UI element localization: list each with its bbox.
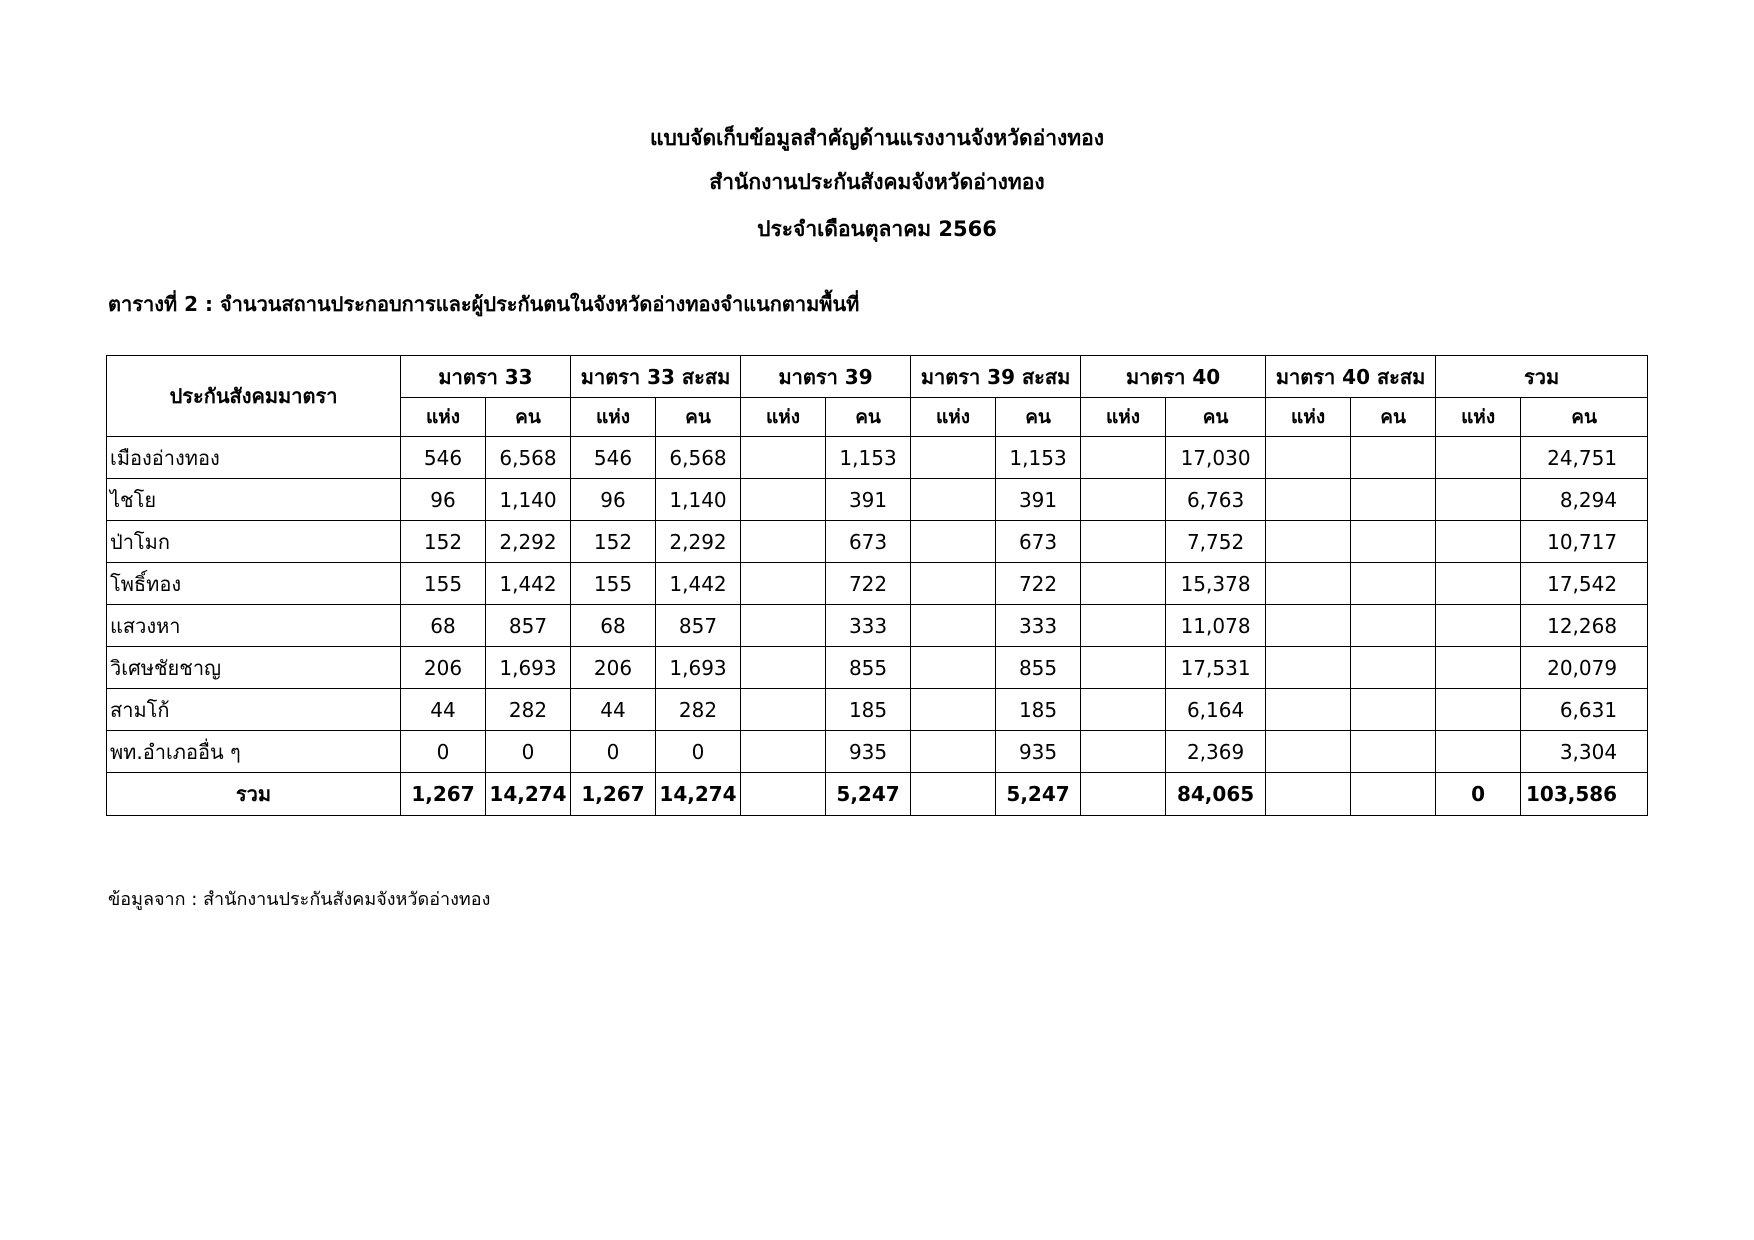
sub-header-people: คน xyxy=(1166,398,1266,437)
table-cell: 855 xyxy=(826,647,911,689)
table-cell xyxy=(741,479,826,521)
report-period: ประจำเดือนตุลาคม 2566 xyxy=(757,217,997,241)
table-cell: 155 xyxy=(401,563,486,605)
table-cell xyxy=(911,773,996,816)
sub-header-people: คน xyxy=(826,398,911,437)
source-note: ข้อมูลจาก : สำนักงานประกันสังคมจังหวัดอ่างทอง xyxy=(108,889,491,910)
table-cell: 6,631 xyxy=(1521,689,1648,731)
table-cell: 10,717 xyxy=(1521,521,1648,563)
table-row xyxy=(107,437,1648,479)
table-cell: 1,267 xyxy=(571,773,656,816)
table-cell xyxy=(1351,773,1436,816)
table-cell xyxy=(1081,437,1166,479)
table-cell xyxy=(1081,647,1166,689)
table-cell: 44 xyxy=(401,689,486,731)
table-cell: 96 xyxy=(571,479,656,521)
table-cell: 6,568 xyxy=(486,437,571,479)
table-cell xyxy=(1351,605,1436,647)
table-cell xyxy=(741,647,826,689)
table-cell: 206 xyxy=(401,647,486,689)
table-cell: 935 xyxy=(826,731,911,773)
table-cell xyxy=(911,605,996,647)
table-cell xyxy=(1081,479,1166,521)
table-cell: 1,140 xyxy=(486,479,571,521)
table-cell: 11,078 xyxy=(1166,605,1266,647)
district-name: โพธิ์ทอง xyxy=(107,563,401,605)
table-cell: 206 xyxy=(571,647,656,689)
sub-header-places: แห่ง xyxy=(911,398,996,437)
table-cell xyxy=(741,731,826,773)
group-header: มาตรา 39 สะสม xyxy=(911,356,1081,398)
table-cell: 673 xyxy=(996,521,1081,563)
table-cell xyxy=(1266,647,1351,689)
table-cell xyxy=(1351,647,1436,689)
table-cell: 17,542 xyxy=(1521,563,1648,605)
table-cell: 14,274 xyxy=(656,773,741,816)
table-cell xyxy=(1436,605,1521,647)
table-row xyxy=(107,731,1648,773)
group-header: รวม xyxy=(1436,356,1648,398)
header-row-groups xyxy=(107,356,1648,398)
table-cell: 1,267 xyxy=(401,773,486,816)
table-cell xyxy=(1436,647,1521,689)
table-cell: 1,442 xyxy=(486,563,571,605)
sub-header-places: แห่ง xyxy=(741,398,826,437)
data-table xyxy=(106,355,1648,816)
district-name: แสวงหา xyxy=(107,605,401,647)
table-cell: 1,442 xyxy=(656,563,741,605)
table-cell: 1,153 xyxy=(826,437,911,479)
table-cell: 722 xyxy=(826,563,911,605)
sub-header-people: คน xyxy=(1351,398,1436,437)
table-cell xyxy=(1436,479,1521,521)
group-header: มาตรา 33 xyxy=(401,356,571,398)
district-name: วิเศษชัยชาญ xyxy=(107,647,401,689)
sub-header-people: คน xyxy=(656,398,741,437)
table-cell: 391 xyxy=(826,479,911,521)
table-row xyxy=(107,647,1648,689)
table-cell: 1,693 xyxy=(656,647,741,689)
district-name: เมืองอ่างทอง xyxy=(107,437,401,479)
table-cell: 12,268 xyxy=(1521,605,1648,647)
table-row xyxy=(107,521,1648,563)
table-cell xyxy=(1266,731,1351,773)
table-cell: 333 xyxy=(826,605,911,647)
table-cell xyxy=(1266,521,1351,563)
table-cell xyxy=(911,731,996,773)
group-header: มาตรา 40 สะสม xyxy=(1266,356,1436,398)
table-cell xyxy=(741,437,826,479)
table-cell xyxy=(911,563,996,605)
table-caption: ตารางที่ 2 : จำนวนสถานประกอบการและผู้ประกันตนในจังหวัดอ่างทองจำแนกตามพื้นที่ xyxy=(108,292,860,316)
table-cell: 5,247 xyxy=(996,773,1081,816)
table-row xyxy=(107,479,1648,521)
table-cell: 5,247 xyxy=(826,773,911,816)
table-cell: 7,752 xyxy=(1166,521,1266,563)
table-cell: 722 xyxy=(996,563,1081,605)
table-cell xyxy=(741,773,826,816)
table-cell xyxy=(1436,563,1521,605)
table-total-row xyxy=(107,773,1648,816)
table-cell xyxy=(1351,521,1436,563)
table-cell xyxy=(1266,563,1351,605)
table-cell: 44 xyxy=(571,689,656,731)
table-cell: 68 xyxy=(571,605,656,647)
table-cell xyxy=(1081,605,1166,647)
table-cell: 855 xyxy=(996,647,1081,689)
table-cell: 282 xyxy=(486,689,571,731)
table-cell xyxy=(1081,563,1166,605)
sub-header-places: แห่ง xyxy=(401,398,486,437)
table-cell xyxy=(1436,689,1521,731)
table-cell: 1,693 xyxy=(486,647,571,689)
sub-header-people: คน xyxy=(1521,398,1648,437)
table-cell: 17,531 xyxy=(1166,647,1266,689)
table-cell: 185 xyxy=(826,689,911,731)
table-cell xyxy=(1351,689,1436,731)
group-header: มาตรา 33 สะสม xyxy=(571,356,741,398)
table-cell xyxy=(911,689,996,731)
table-row xyxy=(107,605,1648,647)
table-cell: 24,751 xyxy=(1521,437,1648,479)
sub-header-places: แห่ง xyxy=(1081,398,1166,437)
table-cell: 8,294 xyxy=(1521,479,1648,521)
table-cell xyxy=(1266,437,1351,479)
table-cell: 155 xyxy=(571,563,656,605)
table-cell xyxy=(741,563,826,605)
table-cell xyxy=(1081,773,1166,816)
table-cell: 0 xyxy=(571,731,656,773)
sub-header-people: คน xyxy=(486,398,571,437)
table-cell xyxy=(1351,437,1436,479)
report-title: แบบจัดเก็บข้อมูลสำคัญด้านแรงงานจังหวัดอ่างทอง xyxy=(649,126,1105,150)
table-cell xyxy=(911,521,996,563)
table-cell xyxy=(1351,479,1436,521)
table-cell: 1,153 xyxy=(996,437,1081,479)
table-cell: 0 xyxy=(1436,773,1521,816)
table-cell xyxy=(741,689,826,731)
table-cell xyxy=(1266,689,1351,731)
table-cell xyxy=(911,647,996,689)
table-cell: 15,378 xyxy=(1166,563,1266,605)
table-cell xyxy=(741,521,826,563)
table-cell: 391 xyxy=(996,479,1081,521)
table-cell: 6,164 xyxy=(1166,689,1266,731)
table-cell: 546 xyxy=(571,437,656,479)
district-name: ป่าโมก xyxy=(107,521,401,563)
corner-header: ประกันสังคมมาตรา xyxy=(107,356,401,437)
sub-header-people: คน xyxy=(996,398,1081,437)
table-cell xyxy=(1266,479,1351,521)
table-cell: 333 xyxy=(996,605,1081,647)
office-name: สำนักงานประกันสังคมจังหวัดอ่างทอง xyxy=(709,170,1045,194)
table-body xyxy=(107,437,1648,816)
table-cell: 2,292 xyxy=(486,521,571,563)
table-cell: 282 xyxy=(656,689,741,731)
table-cell: 2,369 xyxy=(1166,731,1266,773)
table-cell: 152 xyxy=(571,521,656,563)
table-cell: 2,292 xyxy=(656,521,741,563)
table-cell: 857 xyxy=(486,605,571,647)
group-header: มาตรา 39 xyxy=(741,356,911,398)
table-cell xyxy=(1081,521,1166,563)
sub-header-places: แห่ง xyxy=(1266,398,1351,437)
table-cell: 546 xyxy=(401,437,486,479)
table-cell: 96 xyxy=(401,479,486,521)
table-cell: 857 xyxy=(656,605,741,647)
table-cell: 935 xyxy=(996,731,1081,773)
sub-header-places: แห่ง xyxy=(1436,398,1521,437)
table-cell xyxy=(1266,605,1351,647)
table-cell xyxy=(1081,689,1166,731)
table-cell: 6,568 xyxy=(656,437,741,479)
table-cell: 84,065 xyxy=(1166,773,1266,816)
district-name: ไชโย xyxy=(107,479,401,521)
table-cell xyxy=(911,479,996,521)
total-label: รวม xyxy=(107,773,401,816)
table-cell xyxy=(1351,731,1436,773)
table-cell: 152 xyxy=(401,521,486,563)
table-cell xyxy=(1436,521,1521,563)
table-cell: 0 xyxy=(656,731,741,773)
table-cell: 0 xyxy=(486,731,571,773)
table-cell xyxy=(1436,731,1521,773)
table-cell xyxy=(911,437,996,479)
sub-header-places: แห่ง xyxy=(571,398,656,437)
district-name: สามโก้ xyxy=(107,689,401,731)
table-cell: 0 xyxy=(401,731,486,773)
table-row xyxy=(107,689,1648,731)
table-cell xyxy=(1266,773,1351,816)
district-name: พท.อำเภออื่น ๆ xyxy=(107,731,401,773)
table-cell: 14,274 xyxy=(486,773,571,816)
table-cell: 1,140 xyxy=(656,479,741,521)
table-cell xyxy=(1351,563,1436,605)
table-cell: 3,304 xyxy=(1521,731,1648,773)
table-cell xyxy=(1436,437,1521,479)
table-cell: 6,763 xyxy=(1166,479,1266,521)
group-header: มาตรา 40 xyxy=(1081,356,1266,398)
table-cell xyxy=(1081,731,1166,773)
table-cell: 103,586 xyxy=(1521,773,1648,816)
table-cell: 673 xyxy=(826,521,911,563)
table-row xyxy=(107,563,1648,605)
table-cell: 185 xyxy=(996,689,1081,731)
table-cell xyxy=(741,605,826,647)
table-cell: 68 xyxy=(401,605,486,647)
table-cell: 20,079 xyxy=(1521,647,1648,689)
table-cell: 17,030 xyxy=(1166,437,1266,479)
